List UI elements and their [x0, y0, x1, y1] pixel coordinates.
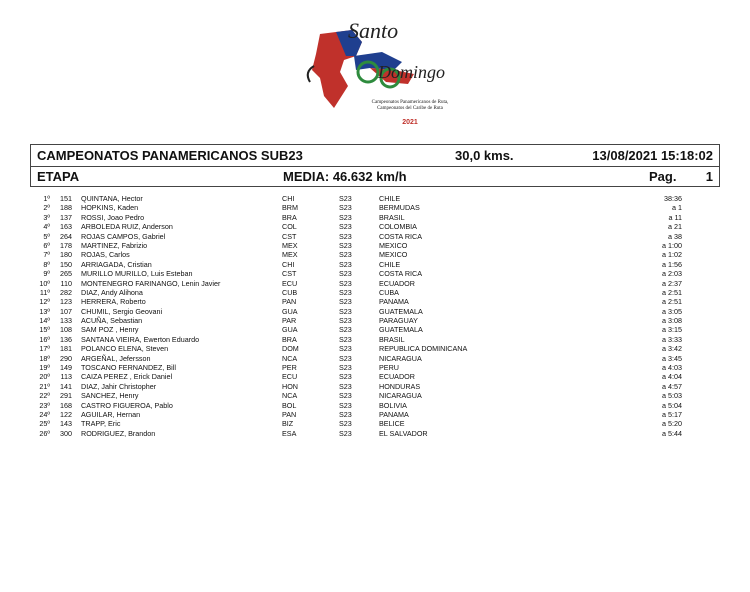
result-row	[30, 222, 720, 231]
country-code: CHI	[282, 194, 295, 203]
country-name: BOLIVIA	[379, 400, 407, 410]
country-code: CST	[282, 231, 297, 241]
country-code: BIZ	[282, 419, 294, 429]
country-name: NICARAGUA	[379, 353, 422, 363]
time-gap: a 2:51	[662, 287, 682, 297]
dorsal-number: 168	[60, 400, 72, 410]
category: S23	[339, 353, 352, 363]
category: S23	[339, 316, 352, 326]
position: 26º	[39, 428, 50, 438]
country-code: DOM	[282, 344, 299, 354]
logo-word-santo: Santo	[348, 18, 399, 43]
dorsal-number: 178	[60, 240, 72, 250]
country-name: COSTA RICA	[379, 269, 422, 279]
result-row	[30, 325, 720, 334]
category: S23	[339, 231, 352, 241]
country-name: CUBA	[379, 287, 399, 297]
category: S23	[339, 306, 352, 316]
position: 11º	[39, 287, 50, 297]
rider-name: MURILLO MURILLO, Luis Esteban	[81, 269, 193, 279]
rider-name: SAM POZ , Henry	[81, 325, 139, 335]
date-time: 13/08/2021 15:18:02	[592, 148, 713, 163]
category: S23	[339, 222, 352, 232]
country-name: REPUBLICA DOMINICANA	[379, 344, 468, 354]
result-row	[30, 363, 720, 372]
time-gap: a 5:04	[662, 400, 682, 410]
country-code: PER	[282, 363, 297, 373]
rider-name: HERRERA, Roberto	[81, 297, 146, 307]
rider-name: QUINTANA, Hector	[81, 194, 143, 203]
country-name: PERU	[379, 363, 399, 373]
result-row	[30, 307, 720, 316]
category: S23	[339, 428, 352, 438]
country-code: BRA	[282, 334, 297, 344]
results-header	[30, 144, 720, 187]
dorsal-number: 149	[60, 363, 72, 373]
category: S23	[339, 419, 352, 429]
dorsal-number: 133	[60, 316, 72, 326]
position: 13º	[39, 306, 50, 316]
category: S23	[339, 259, 352, 269]
country-name: ECUADOR	[379, 372, 415, 382]
time-gap: a 21	[668, 222, 682, 232]
dorsal-number: 290	[60, 353, 72, 363]
result-row	[30, 194, 720, 203]
position: 10º	[39, 278, 50, 288]
category: S23	[339, 334, 352, 344]
category: S23	[339, 287, 352, 297]
rider-name: ROJAS, Carlos	[81, 250, 130, 260]
dorsal-number: 150	[60, 259, 72, 269]
result-row	[30, 250, 720, 259]
result-row	[30, 372, 720, 381]
time-gap: a 4:04	[662, 372, 682, 382]
position: 17º	[39, 344, 50, 354]
result-row	[30, 410, 720, 419]
dorsal-number: 265	[60, 269, 72, 279]
dorsal-number: 291	[60, 391, 72, 401]
competition-title: CAMPEONATOS PANAMERICANOS SUB23	[37, 148, 303, 163]
result-row	[30, 297, 720, 306]
rider-name: RODRIGUEZ, Brandon	[81, 428, 156, 438]
country-name: HONDURAS	[379, 381, 421, 391]
country-code: ESA	[282, 428, 297, 438]
country-code: GUA	[282, 325, 298, 335]
country-name: BERMUDAS	[379, 203, 420, 213]
rider-name: ARGEÑAL, Jefersson	[81, 353, 151, 363]
category: S23	[339, 400, 352, 410]
rider-name: TOSCANO FERNANDEZ, Bill	[81, 363, 176, 373]
time-gap: a 4:03	[662, 363, 682, 373]
time-gap: a 5:20	[662, 419, 682, 429]
header-row-1	[31, 146, 719, 167]
position: 22º	[39, 391, 50, 401]
category: S23	[339, 278, 352, 288]
dorsal-number: 163	[60, 222, 72, 232]
country-code: ECU	[282, 278, 298, 288]
time-gap: 38:36	[664, 194, 682, 203]
country-code: BRA	[282, 212, 297, 222]
country-name: COLOMBIA	[379, 222, 417, 232]
dorsal-number: 113	[60, 372, 72, 382]
country-code: BRM	[282, 203, 298, 213]
country-code: MEX	[282, 240, 298, 250]
time-gap: a 3:42	[662, 344, 682, 354]
category: S23	[339, 269, 352, 279]
country-name: BRASIL	[379, 334, 405, 344]
position: 15º	[39, 325, 50, 335]
dorsal-number: 123	[60, 297, 72, 307]
position: 3º	[43, 212, 50, 222]
dorsal-number: 264	[60, 231, 72, 241]
rider-name: ROJAS CAMPOS, Gabriel	[81, 231, 166, 241]
category: S23	[339, 250, 352, 260]
country-code: NCA	[282, 353, 298, 363]
category: S23	[339, 240, 352, 250]
time-gap: a 1	[672, 203, 682, 213]
time-gap: a 5:03	[662, 391, 682, 401]
rider-name: ARRIAGADA, Cristian	[81, 259, 152, 269]
dorsal-number: 143	[60, 419, 72, 429]
position: 8º	[43, 259, 50, 269]
rider-name: ROSSI, Joao Pedro	[81, 212, 145, 222]
result-row	[30, 382, 720, 391]
country-name: CHILE	[379, 194, 401, 203]
country-code: GUA	[282, 306, 298, 316]
results-list	[30, 194, 720, 438]
time-gap: a 1:02	[662, 250, 682, 260]
rider-name: MARTINEZ, Fabrizio	[81, 240, 148, 250]
stage-label: ETAPA	[37, 169, 80, 184]
dorsal-number: 108	[60, 325, 72, 335]
category: S23	[339, 381, 352, 391]
position: 5º	[43, 231, 50, 241]
dorsal-number: 151	[60, 194, 72, 203]
position: 20º	[39, 372, 50, 382]
time-gap: a 5:17	[662, 409, 682, 419]
rider-name: ACUÑA, Sebastian	[81, 316, 143, 326]
time-gap: a 3:45	[662, 353, 682, 363]
header-row-2	[31, 167, 719, 187]
country-name: EL SALVADOR	[379, 428, 428, 438]
position: 12º	[39, 297, 50, 307]
logo-caption-line-2: Campeonatos del Caribe de Ruta	[377, 106, 443, 111]
country-code: HON	[282, 381, 298, 391]
category: S23	[339, 363, 352, 373]
rider-name: CHUMIL, Sergio Geovani	[81, 306, 163, 316]
result-row	[30, 401, 720, 410]
result-row	[30, 213, 720, 222]
result-row	[30, 354, 720, 363]
country-code: BOL	[282, 400, 297, 410]
result-row	[30, 232, 720, 241]
country-code: PAN	[282, 409, 297, 419]
country-name: NICARAGUA	[379, 391, 422, 401]
result-row	[30, 260, 720, 269]
average-speed: MEDIA: 46.632 km/h	[283, 169, 407, 184]
country-name: MEXICO	[379, 240, 408, 250]
position: 7º	[43, 250, 50, 260]
position: 1º	[43, 194, 50, 203]
rider-name: CAIZA PEREZ , Erick Daniel	[81, 372, 173, 382]
category: S23	[339, 409, 352, 419]
page-number: 1	[705, 169, 713, 184]
country-code: CST	[282, 269, 297, 279]
category: S23	[339, 372, 352, 382]
country-code: PAN	[282, 297, 297, 307]
category: S23	[339, 212, 352, 222]
dorsal-number: 136	[60, 334, 72, 344]
country-name: MEXICO	[379, 250, 408, 260]
result-row	[30, 419, 720, 428]
position: 18º	[39, 353, 50, 363]
logo-caption-line-1: Campeonatos Panamericanos de Ruta,	[371, 100, 449, 105]
position: 6º	[43, 240, 50, 250]
position: 19º	[39, 363, 50, 373]
country-name: ECUADOR	[379, 278, 415, 288]
time-gap: a 3:15	[662, 325, 682, 335]
country-name: PANAMA	[379, 409, 409, 419]
dorsal-number: 180	[60, 250, 72, 260]
rider-name: ARBOLEDA RUIZ, Anderson	[81, 222, 173, 232]
country-name: PANAMA	[379, 297, 409, 307]
dorsal-number: 107	[60, 306, 72, 316]
event-logo	[290, 12, 460, 130]
position: 14º	[39, 316, 50, 326]
country-name: CHILE	[379, 259, 401, 269]
rider-name: AGUILAR, Hernan	[81, 409, 141, 419]
dorsal-number: 110	[60, 278, 72, 288]
time-gap: a 38	[668, 231, 682, 241]
rider-name: POLANCO ELENA, Steven	[81, 344, 169, 354]
rider-name: SANCHEZ, Henry	[81, 391, 139, 401]
time-gap: a 1:00	[662, 240, 682, 250]
category: S23	[339, 203, 352, 213]
logo-word-domingo: Domingo	[378, 62, 445, 82]
dorsal-number: 141	[60, 381, 72, 391]
logo-caption	[360, 100, 460, 112]
logo-year: 2021	[402, 119, 418, 126]
time-gap: a 2:51	[662, 297, 682, 307]
time-gap: a 4:57	[662, 381, 682, 391]
dorsal-number: 181	[60, 344, 72, 354]
country-code: MEX	[282, 250, 298, 260]
position: 21º	[39, 381, 50, 391]
rider-name: DIAZ, Jahir Christopher	[81, 381, 157, 391]
result-row	[30, 203, 720, 212]
result-row	[30, 335, 720, 344]
distance: 30,0 kms.	[455, 148, 514, 163]
position: 24º	[39, 409, 50, 419]
result-row	[30, 429, 720, 438]
country-name: GUATEMALA	[379, 325, 423, 335]
result-row	[30, 344, 720, 353]
rider-name: TRAPP, Eric	[81, 419, 121, 429]
category: S23	[339, 325, 352, 335]
time-gap: a 3:08	[662, 316, 682, 326]
country-name: BRASIL	[379, 212, 405, 222]
time-gap: a 1:56	[662, 259, 682, 269]
category: S23	[339, 391, 352, 401]
result-row	[30, 391, 720, 400]
rider-name: MONTENEGRO FARINANGO, Lenin Javier	[81, 278, 221, 288]
category: S23	[339, 297, 352, 307]
category: S23	[339, 194, 352, 203]
page-label: Pag.	[649, 169, 677, 184]
country-code: COL	[282, 222, 297, 232]
dorsal-number: 300	[60, 428, 72, 438]
rider-name: DIAZ, Andy Alihona	[81, 287, 143, 297]
result-row	[30, 241, 720, 250]
dorsal-number: 122	[60, 409, 72, 419]
country-name: GUATEMALA	[379, 306, 423, 316]
dorsal-number: 282	[60, 287, 72, 297]
rider-name: CASTRO FIGUEROA, Pablo	[81, 400, 173, 410]
country-name: COSTA RICA	[379, 231, 422, 241]
position: 4º	[43, 222, 50, 232]
dorsal-number: 137	[60, 212, 72, 222]
rider-name: SANTANA VIEIRA, Ewerton Eduardo	[81, 334, 200, 344]
time-gap: a 2:03	[662, 269, 682, 279]
category: S23	[339, 344, 352, 354]
country-code: CUB	[282, 287, 298, 297]
time-gap: a 2:37	[662, 278, 682, 288]
time-gap: a 3:05	[662, 306, 682, 316]
time-gap: a 11	[668, 212, 682, 222]
country-code: CHI	[282, 259, 295, 269]
country-code: PAR	[282, 316, 297, 326]
country-name: PARAGUAY	[379, 316, 418, 326]
position: 9º	[43, 269, 50, 279]
rider-name: HOPKINS, Kaden	[81, 203, 139, 213]
time-gap: a 5:44	[662, 428, 682, 438]
country-name: BELICE	[379, 419, 405, 429]
result-row	[30, 288, 720, 297]
country-code: NCA	[282, 391, 298, 401]
result-row	[30, 279, 720, 288]
position: 25º	[39, 419, 50, 429]
result-row	[30, 269, 720, 278]
position: 2º	[43, 203, 50, 213]
time-gap: a 3:33	[662, 334, 682, 344]
result-row	[30, 316, 720, 325]
position: 23º	[39, 400, 50, 410]
country-code: ECU	[282, 372, 298, 382]
dorsal-number: 188	[60, 203, 72, 213]
position: 16º	[39, 334, 50, 344]
